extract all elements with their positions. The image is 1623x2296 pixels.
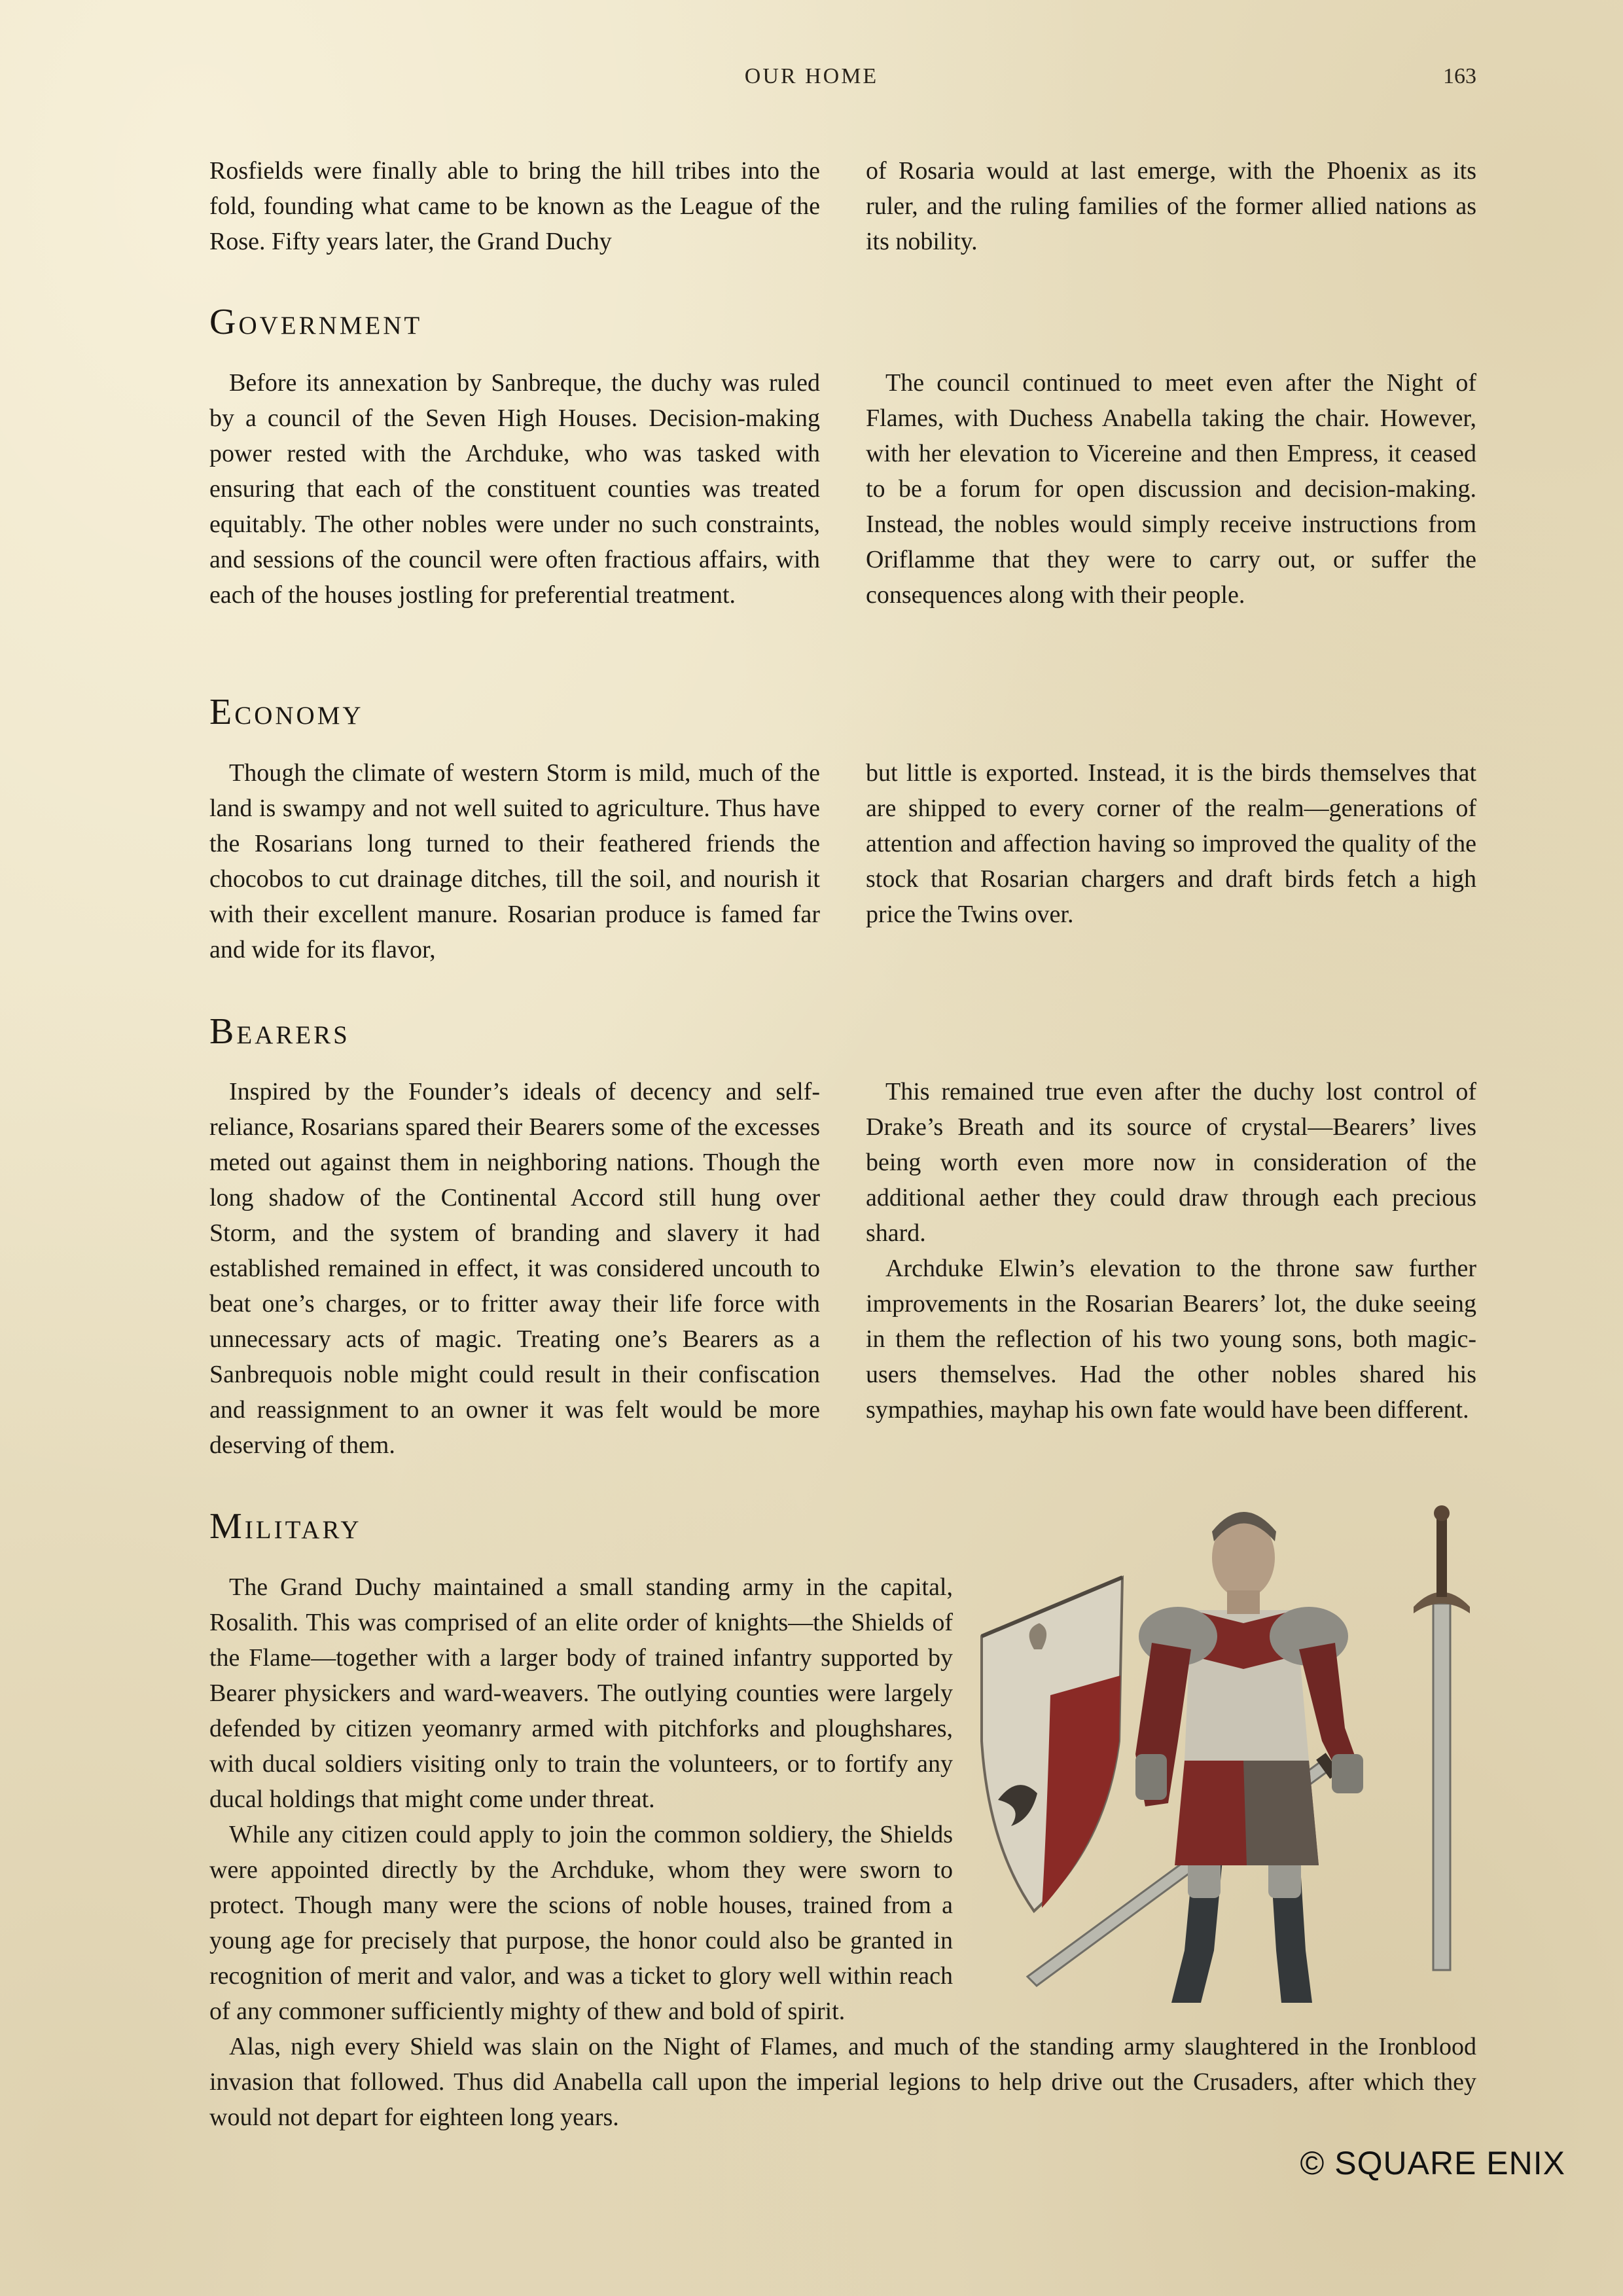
intro-left-column [209,153,820,259]
government-block [209,365,1476,613]
heading-government: Government [209,302,423,342]
economy-left-column [209,755,820,967]
economy-right-column [866,755,1476,967]
military-paragraph-1: The Grand Duchy maintained a small standing army in the capital, Rosalith. This was comprised of an elite order of knights—the Shields of the Flame—together with a larger body of trained infantry supported by Bearer physickers and ward-weavers. The outlying counties were largely defended by citizen yeomanry armed with pitchforks and ploughshares, with ducal soldiers visiting only to train the volunteers, or to fortify any ducal holdings that might come under threat. [209,1573,953,1813]
military-paragraph-2: While any citizen could apply to join the common soldiery, the Shields were appointed directly by the Archduke, whom they were sworn to protect. Though many were the scions of noble houses, trained from a young age for precisely that purpose, the honor could also be granted in recognition of merit and valor, and was a ticket to glory well within reach of any commoner sufficiently mighty of thew and bold of spirit. [209,1821,953,2025]
bearers-right-column [866,1074,1476,1463]
intro-block [209,153,1476,259]
bearers-left-paragraph: Inspired by the Founder’s ideals of decency and self-reliance, Rosarians spared their Bearers some of the excesses meted out against them in neighboring nations. Though the long shadow of the Continental Accord still hung over Storm, and the system of branding and slavery it had established remained in effect, it was considered uncouth to beat one’s charges, or to fritter away their life force with unnecessary acts of magic. Treating one’s Bearers as a Sanbrequois noble might could result in their confiscation and reassignment to an owner it was felt would be more deserving of them. [209,1078,820,1459]
heading-bearers: Bearers [209,1011,350,1052]
government-right-paragraph: The council continued to meet even after the Night of Flames, with Duchess Anabella taking the chair. However, with her elevation to Vicereine and then Empress, it ceased to be a forum for open discussion and decision-making. Instead, the nobles would simply receive instructions from Oriflamme that they were to carry out, or suffer the consequences along with their people. [866,369,1476,609]
economy-left-paragraph: Though the climate of western Storm is mild, much of the land is swampy and not well suited to agriculture. Thus have the Rosarians long turned to their feathered friends the chocobos to cut drainage ditches, till the soil, and nourish it with their excellent manure. Rosarian produce is famed far and wide for its flavor, [209,759,820,963]
heading-military: Military [209,1506,362,1547]
bearers-block [209,1074,1476,1463]
knight-illustration [969,1479,1518,2029]
heading-economy: Economy [209,692,364,732]
page-number: 163 [1443,64,1476,88]
government-left-paragraph: Before its annexation by Sanbreque, the duchy was ruled by a council of the Seven High Houses. Decision-making power rested with the Archduke, who was tasked with ensuring that each of the constituent counties was treated equitably. The other nobles were under no such constraints, and sessions of the council were often fractious affairs, with each of the houses jostling for preferential treatment. [209,369,820,609]
economy-block [209,755,1476,967]
copyright-notice: © SQUARE ENIX [1300,2145,1565,2181]
kite-shield-icon [982,1577,1122,1911]
bearers-right-paragraph-2: Archduke Elwin’s elevation to the throne saw further improvements in the Rosarian Bearers’ lot, the duke seeing in them the reflection of his two young sons, both magic-users themselves. Had the other nobles shared his sympathies, mayhap his own fate would have been different. [866,1255,1476,1424]
knight-figure [1135,1512,1363,2003]
bearers-right-paragraph-1: This remained true even after the duchy lost control of Drake’s Breath and its source of crystal—Bearers’ lives being worth even more now in consideration of the additional aether they could draw through each precious shard. [866,1078,1476,1247]
bearers-left-column [209,1074,820,1463]
intro-right-paragraph: of Rosaria would at last emerge, with the Phoenix as its ruler, and the ruling families of the former allied nations as its nobility. [866,157,1476,255]
government-right-column [866,365,1476,613]
intro-left-paragraph: Rosfields were finally able to bring the hill tribes into the fold, founding what came to be known as the League of the Rose. Fifty years later, the Grand Duchy [209,157,820,255]
running-head: OUR HOME [744,64,879,88]
government-left-column [209,365,820,613]
standing-sword-icon [1414,1505,1470,1970]
intro-right-column [866,153,1476,259]
military-paragraph-3: Alas, nigh every Shield was slain on the Night of Flames, and much of the standing army slaughtered in the Ironblood invasion that followed. Thus did Anabella call upon the imperial legions to help drive out the Crusaders, after which they would not depart for eighteen long years. [209,2033,1476,2131]
standing-sword-blade [1433,1604,1450,1970]
economy-right-paragraph: but little is exported. Instead, it is the birds themselves that are shipped to every corner of the realm—generations of attention and affection having so improved the quality of the stock that Rosarian chargers and draft birds fetch a high price the Twins over. [866,759,1476,928]
